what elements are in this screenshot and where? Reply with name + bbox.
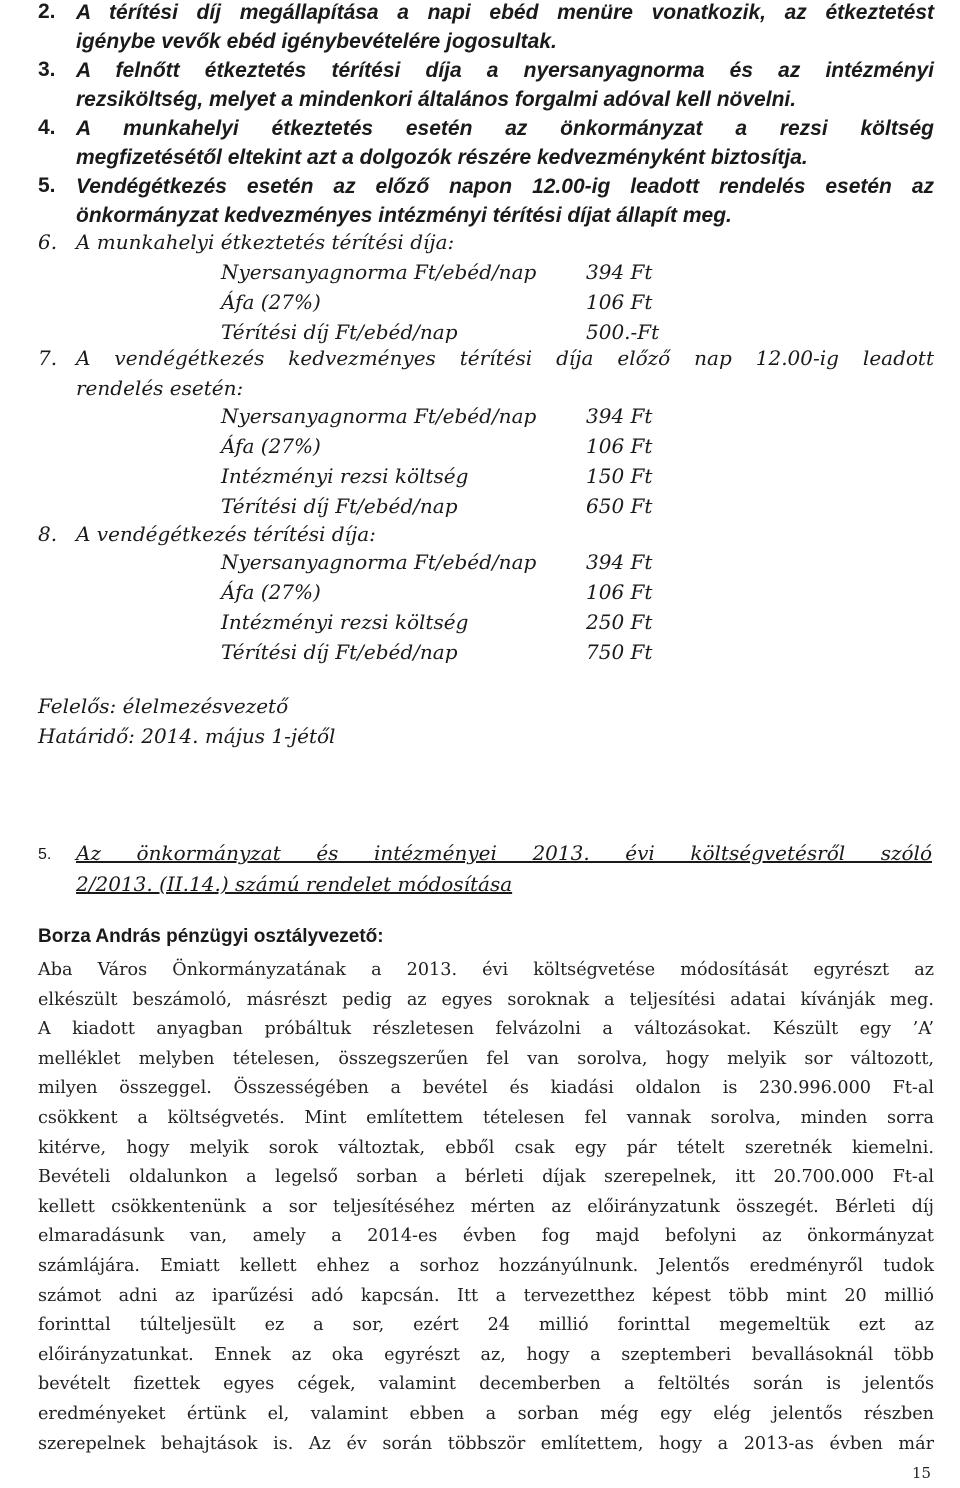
item-6-number: 6.: [38, 230, 58, 254]
fee-row: [221, 260, 681, 290]
paragraph-line: szerepelnek behajtások is. Az év során többször említettem, hogy a 2013-as évben már: [38, 1433, 934, 1454]
paragraph-line: kellett csökkentenünk a sor teljesítéséhez mérten az előirányzatunk összegét. Bérleti díj: [38, 1196, 934, 1217]
text-line: rendelés esetén:: [76, 376, 244, 400]
paragraph-line: számot adni az iparűzési adó kapcsán. Itt a tervezetthez képest több mint 20 millió: [38, 1285, 934, 1306]
fee-value: 650 Ft: [586, 494, 653, 518]
fee-table-6: [221, 260, 681, 350]
text-line: A munkahelyi étkeztetés esetén az önkormányzat a rezsi költség: [76, 117, 934, 140]
speech-paragraph: [38, 956, 934, 1459]
fee-value: 394 Ft: [586, 550, 653, 574]
fee-value: 106 Ft: [586, 580, 653, 604]
text-line: A térítési díj megállapítása a napi ebéd menüre vonatkozik, az étkeztetést: [76, 1, 934, 24]
fee-value: 150 Ft: [586, 464, 653, 488]
item-text: [76, 114, 934, 172]
item-text: [76, 0, 934, 56]
fee-row: [221, 290, 681, 320]
fee-label: Intézményi rezsi költség: [221, 610, 469, 634]
text-line: önkormányzat kedvezményes intézményi térítési díjat állapít meg.: [76, 204, 732, 227]
paragraph-line: Bevételi oldalunkon a legelső sorban a bérleti díjak szerepelnek, itt 20.700.000 Ft-al: [38, 1167, 934, 1188]
text-line: A vendégétkezés kedvezményes térítési díja előző nap 12.00-ig leadott: [76, 346, 934, 370]
fee-label: Térítési díj Ft/ebéd/nap: [221, 494, 458, 518]
fee-value: 250 Ft: [586, 610, 653, 634]
speaker-name: Borza András pénzügyi osztályvezető:: [38, 926, 384, 947]
fee-row: [221, 550, 681, 580]
fee-value: 394 Ft: [586, 260, 653, 284]
section-number: 5.: [38, 846, 52, 863]
fee-row: [221, 404, 681, 434]
text-line: igénybe vevők ebéd igénybevételére jogosultak.: [76, 30, 557, 53]
item-8-number: 8.: [38, 522, 58, 546]
deadline-line: Határidő: 2014. május 1-jétől: [38, 724, 336, 748]
fee-value: 106 Ft: [586, 434, 653, 458]
fee-row: [221, 640, 681, 670]
fee-value: 500.-Ft: [586, 320, 660, 344]
fee-label: Nyersanyagnorma Ft/ebéd/nap: [221, 260, 537, 284]
paragraph-line: előirányzatunkat. Ennek az oka egyrészt az, hogy a szeptemberi bevallásoknál több: [38, 1344, 934, 1365]
item-text: [76, 56, 934, 114]
fee-table-8: [221, 550, 681, 670]
text-line: rezsiköltség, melyet a mindenkori általános forgalmi adóval kell növelni.: [76, 88, 797, 111]
responsible-line: Felelős: élelmezésvezető: [38, 694, 289, 718]
text-line: Vendégétkezés esetén az előző napon 12.00-ig leadott rendelés esetén az: [76, 175, 934, 198]
fee-row: [221, 610, 681, 640]
fee-label: Nyersanyagnorma Ft/ebéd/nap: [221, 404, 537, 428]
section-title-line: 2/2013. (II.14.) számú rendelet módosítása: [76, 872, 513, 896]
fee-label: Térítési díj Ft/ebéd/nap: [221, 320, 458, 344]
paragraph-line: elkészült beszámoló, másrészt pedig az egyes soroknak a teljesítési adatai kívánják meg.: [38, 989, 934, 1010]
item-number: 3.: [38, 58, 56, 81]
fee-label: Nyersanyagnorma Ft/ebéd/nap: [221, 550, 537, 574]
fee-value: 394 Ft: [586, 404, 653, 428]
fee-label: Áfa (27%): [221, 290, 321, 314]
fee-label: Térítési díj Ft/ebéd/nap: [221, 640, 458, 664]
paragraph-line: csökkent a költségvetés. Mint említettem tételesen fel vannak sorolva, minden sorra: [38, 1107, 934, 1128]
item-8-title: A vendégétkezés térítési díja:: [76, 522, 376, 546]
item-number: 2.: [38, 0, 56, 23]
paragraph-line: bevételt fizettek egyes cégek, valamint decemberben a feltöltés során is jelentős: [38, 1374, 934, 1395]
paragraph-line: számlájára. Emiatt kellett ehhez a sorhoz hozzányúlnunk. Jelentős eredményről tudok: [38, 1255, 934, 1276]
fee-row: [221, 494, 681, 524]
paragraph-line: milyen összeggel. Összességében a bevétel és kiadási oldalon is 230.996.000 Ft-al: [38, 1078, 934, 1099]
paragraph-line: A kiadott anyagban próbáltuk részletesen felvázolni a változásokat. Készült egy ’A’: [38, 1019, 934, 1040]
paragraph-line: kitérve, hogy melyik sorok változtak, ebből csak egy pár tételt szeretnék kiemelni.: [38, 1137, 934, 1158]
paragraph-line: eredményeket értünk el, valamint ebben a sorban még egy elég jelentős részben: [38, 1403, 934, 1424]
fee-value: 106 Ft: [586, 290, 653, 314]
text-line: megfizetésétől eltekint azt a dolgozók részére kedvezményként biztosítja.: [76, 146, 808, 169]
section-title: [76, 838, 932, 900]
fee-row: [221, 580, 681, 610]
fee-value: 750 Ft: [586, 640, 653, 664]
item-7-number: 7.: [38, 346, 58, 370]
paragraph-line: Aba Város Önkormányzatának a 2013. évi költségvetése módosítását egyrészt az: [38, 960, 934, 980]
paragraph-line: melléklet melyben tételesen, összegszerűen fel van sorolva, hogy melyik sor változott,: [38, 1048, 934, 1069]
fee-row: [221, 464, 681, 494]
item-6-title: A munkahelyi étkeztetés térítési díja:: [76, 230, 455, 254]
paragraph-line: forinttal túlteljesült ez a sor, ezért 24 millió forinttal megemeltük ezt az: [38, 1315, 934, 1336]
fee-label: Áfa (27%): [221, 434, 321, 458]
paragraph-line: elmaradásunk van, amely a 2014-es évben fog majd befolyni az önkormányzat: [38, 1226, 934, 1247]
text-line: A felnőtt étkeztetés térítési díja a nyersanyagnorma és az intézményi: [76, 59, 934, 82]
item-7-title: [76, 346, 934, 406]
item-number: 4.: [38, 116, 56, 139]
item-number: 5.: [38, 174, 56, 197]
fee-table-7: [221, 404, 681, 524]
page-number: 15: [912, 1464, 932, 1482]
item-text: [76, 172, 934, 230]
fee-label: Áfa (27%): [221, 580, 321, 604]
fee-label: Intézményi rezsi költség: [221, 464, 469, 488]
section-title-line: Az önkormányzat és intézményei 2013. évi költségvetésről szóló: [76, 841, 932, 865]
fee-row: [221, 434, 681, 464]
